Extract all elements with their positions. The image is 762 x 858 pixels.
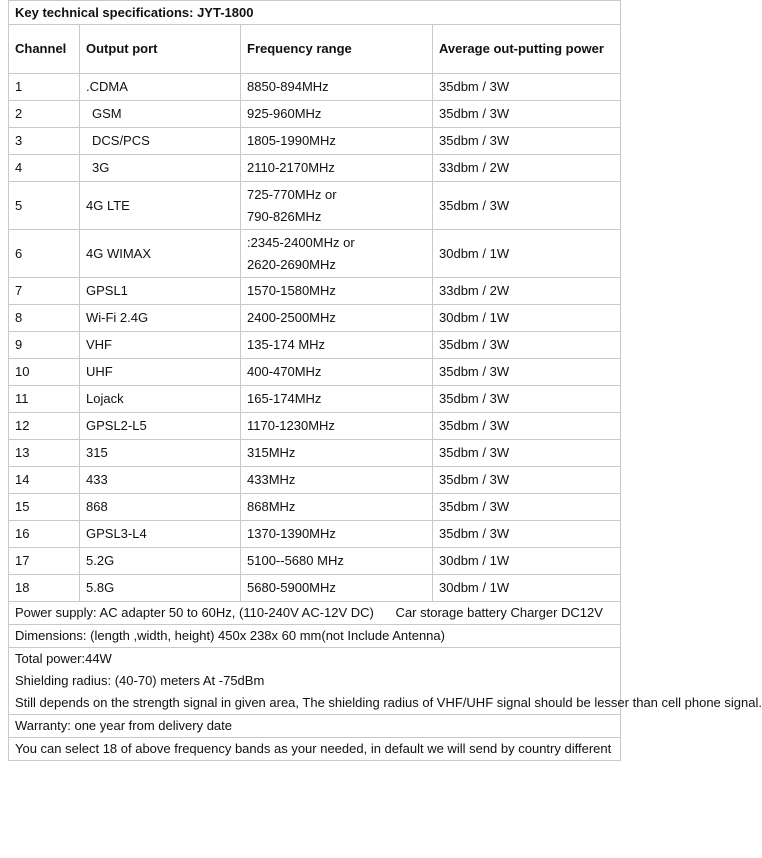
frequency-line: 8850-894MHz [247,79,329,94]
header-output-port: Output port [80,25,241,74]
table-row [9,440,621,467]
table-row [9,575,621,602]
frequency-line: 925-960MHz [247,106,322,121]
frequency-line: 2110-2170MHz [247,160,335,175]
table-row [9,548,621,575]
table-row [9,305,621,332]
cell-channel: 16 [9,521,80,548]
header-frequency-range: Frequency range [241,25,433,74]
cell-channel: 3 [9,128,80,155]
cell-channel: 15 [9,494,80,521]
table-row [9,386,621,413]
cell-channel: 2 [9,101,80,128]
cell-output-port: 868 [80,494,241,521]
note-shielding-radius: Shielding radius: (40-70) meters At -75dBm [15,673,265,688]
note-dimensions: Dimensions: (length ,width, height) 450x 238x 60 mm(not Include Antenna) [9,625,621,648]
frequency-line: 1370-1390MHz [247,526,336,541]
table-row [9,467,621,494]
cell-power: 35dbm / 3W [433,128,621,155]
note-row-total-power [9,648,621,715]
cell-output-port: 5.2G [80,548,241,575]
cell-output-port: Lojack [80,386,241,413]
frequency-line: 5100--5680 MHz [247,553,344,568]
cell-power: 35dbm / 3W [433,182,621,230]
table-row [9,494,621,521]
cell-frequency-range [241,386,433,413]
cell-power: 35dbm / 3W [433,494,621,521]
spec-table [8,0,762,761]
title-row [9,1,621,25]
cell-frequency-range [241,467,433,494]
table-title: Key technical specifications: JYT-1800 [9,1,621,25]
cell-output-port: GSM [80,101,241,128]
cell-channel: 8 [9,305,80,332]
table-row [9,101,621,128]
cell-channel: 9 [9,332,80,359]
cell-power: 35dbm / 3W [433,74,621,101]
cell-power: 33dbm / 2W [433,155,621,182]
cell-power: 30dbm / 1W [433,548,621,575]
cell-frequency-range [241,494,433,521]
note-row-power-supply [9,602,621,625]
note-select: You can select 18 of above frequency bands as your needed, in default we will send by country different [9,738,621,761]
cell-frequency-range [241,548,433,575]
note-warranty: Warranty: one year from delivery date [9,715,621,738]
note-still-depends: Still depends on the strength signal in given area, The shielding radius of VHF/UHF signal should be lesser than cell phone signal. [15,695,762,710]
cell-output-port: 433 [80,467,241,494]
spec-document [8,0,762,761]
note-total-power: Total power:44W [15,651,112,666]
cell-output-port: VHF [80,332,241,359]
cell-channel: 6 [9,230,80,278]
cell-power: 35dbm / 3W [433,521,621,548]
header-power: Average out-putting power [433,25,621,74]
frequency-line: 2400-2500MHz [247,310,336,325]
cell-output-port: 4G LTE [80,182,241,230]
frequency-line: 165-174MHz [247,391,322,406]
cell-output-port: DCS/PCS [80,128,241,155]
note-power-supply: Power supply: AC adapter 50 to 60Hz, (110-240V AC-12V DC) Car storage battery Charger DC12V [9,602,621,625]
cell-output-port: UHF [80,359,241,386]
cell-output-port: .CDMA [80,74,241,101]
frequency-line: 2620-2690MHz [247,256,336,272]
cell-power: 35dbm / 3W [433,101,621,128]
cell-frequency-range [241,74,433,101]
cell-power: 35dbm / 3W [433,359,621,386]
cell-power: 35dbm / 3W [433,386,621,413]
cell-channel: 12 [9,413,80,440]
frequency-line: 868MHz [247,499,296,514]
cell-frequency-range [241,359,433,386]
cell-power: 35dbm / 3W [433,440,621,467]
cell-frequency-range [241,155,433,182]
cell-power: 30dbm / 1W [433,230,621,278]
cell-frequency-range [241,440,433,467]
frequency-line: :2345-2400MHz or [247,234,355,250]
cell-output-port: GPSL3-L4 [80,521,241,548]
cell-frequency-range [241,521,433,548]
cell-output-port: 3G [80,155,241,182]
cell-channel: 5 [9,182,80,230]
cell-channel: 7 [9,278,80,305]
table-row [9,332,621,359]
cell-channel: 10 [9,359,80,386]
table-row [9,182,621,230]
frequency-line: 725-770MHz or [247,186,337,202]
frequency-line: 135-174 MHz [247,337,326,352]
cell-frequency-range [241,182,433,230]
cell-output-port: Wi-Fi 2.4G [80,305,241,332]
cell-channel: 14 [9,467,80,494]
cell-frequency-range [241,413,433,440]
cell-output-port: GPSL1 [80,278,241,305]
frequency-line: 433MHz [247,472,296,487]
table-row [9,74,621,101]
cell-channel: 18 [9,575,80,602]
cell-output-port: 5.8G [80,575,241,602]
frequency-line: 790-826MHz [247,208,322,224]
header-channel: Channel [9,25,80,74]
cell-power: 33dbm / 2W [433,278,621,305]
cell-channel: 4 [9,155,80,182]
cell-frequency-range [241,278,433,305]
table-row [9,413,621,440]
table-row [9,359,621,386]
cell-power: 30dbm / 1W [433,575,621,602]
cell-power: 30dbm / 1W [433,305,621,332]
cell-output-port: 315 [80,440,241,467]
cell-output-port: 4G WIMAX [80,230,241,278]
cell-power: 35dbm / 3W [433,467,621,494]
frequency-line: 1170-1230MHz [247,418,335,433]
cell-channel: 13 [9,440,80,467]
table-row [9,278,621,305]
frequency-line: 400-470MHz [247,364,322,379]
cell-frequency-range [241,128,433,155]
cell-channel: 17 [9,548,80,575]
frequency-line: 5680-5900MHz [247,580,336,595]
frequency-line: 315MHz [247,445,296,460]
cell-frequency-range [241,230,433,278]
frequency-line: 1805-1990MHz [247,133,336,148]
cell-frequency-range [241,332,433,359]
note-row-warranty [9,715,621,738]
cell-power: 35dbm / 3W [433,413,621,440]
table-row [9,521,621,548]
table-row [9,128,621,155]
frequency-line: 1570-1580MHz [247,283,336,298]
cell-output-port: GPSL2-L5 [80,413,241,440]
cell-frequency-range [241,101,433,128]
cell-channel: 11 [9,386,80,413]
cell-frequency-range [241,305,433,332]
cell-channel: 1 [9,74,80,101]
table-row [9,155,621,182]
table-row [9,230,621,278]
note-row-select [9,738,621,761]
cell-frequency-range [241,575,433,602]
header-row [9,25,621,74]
note-row-dimensions [9,625,621,648]
cell-power: 35dbm / 3W [433,332,621,359]
